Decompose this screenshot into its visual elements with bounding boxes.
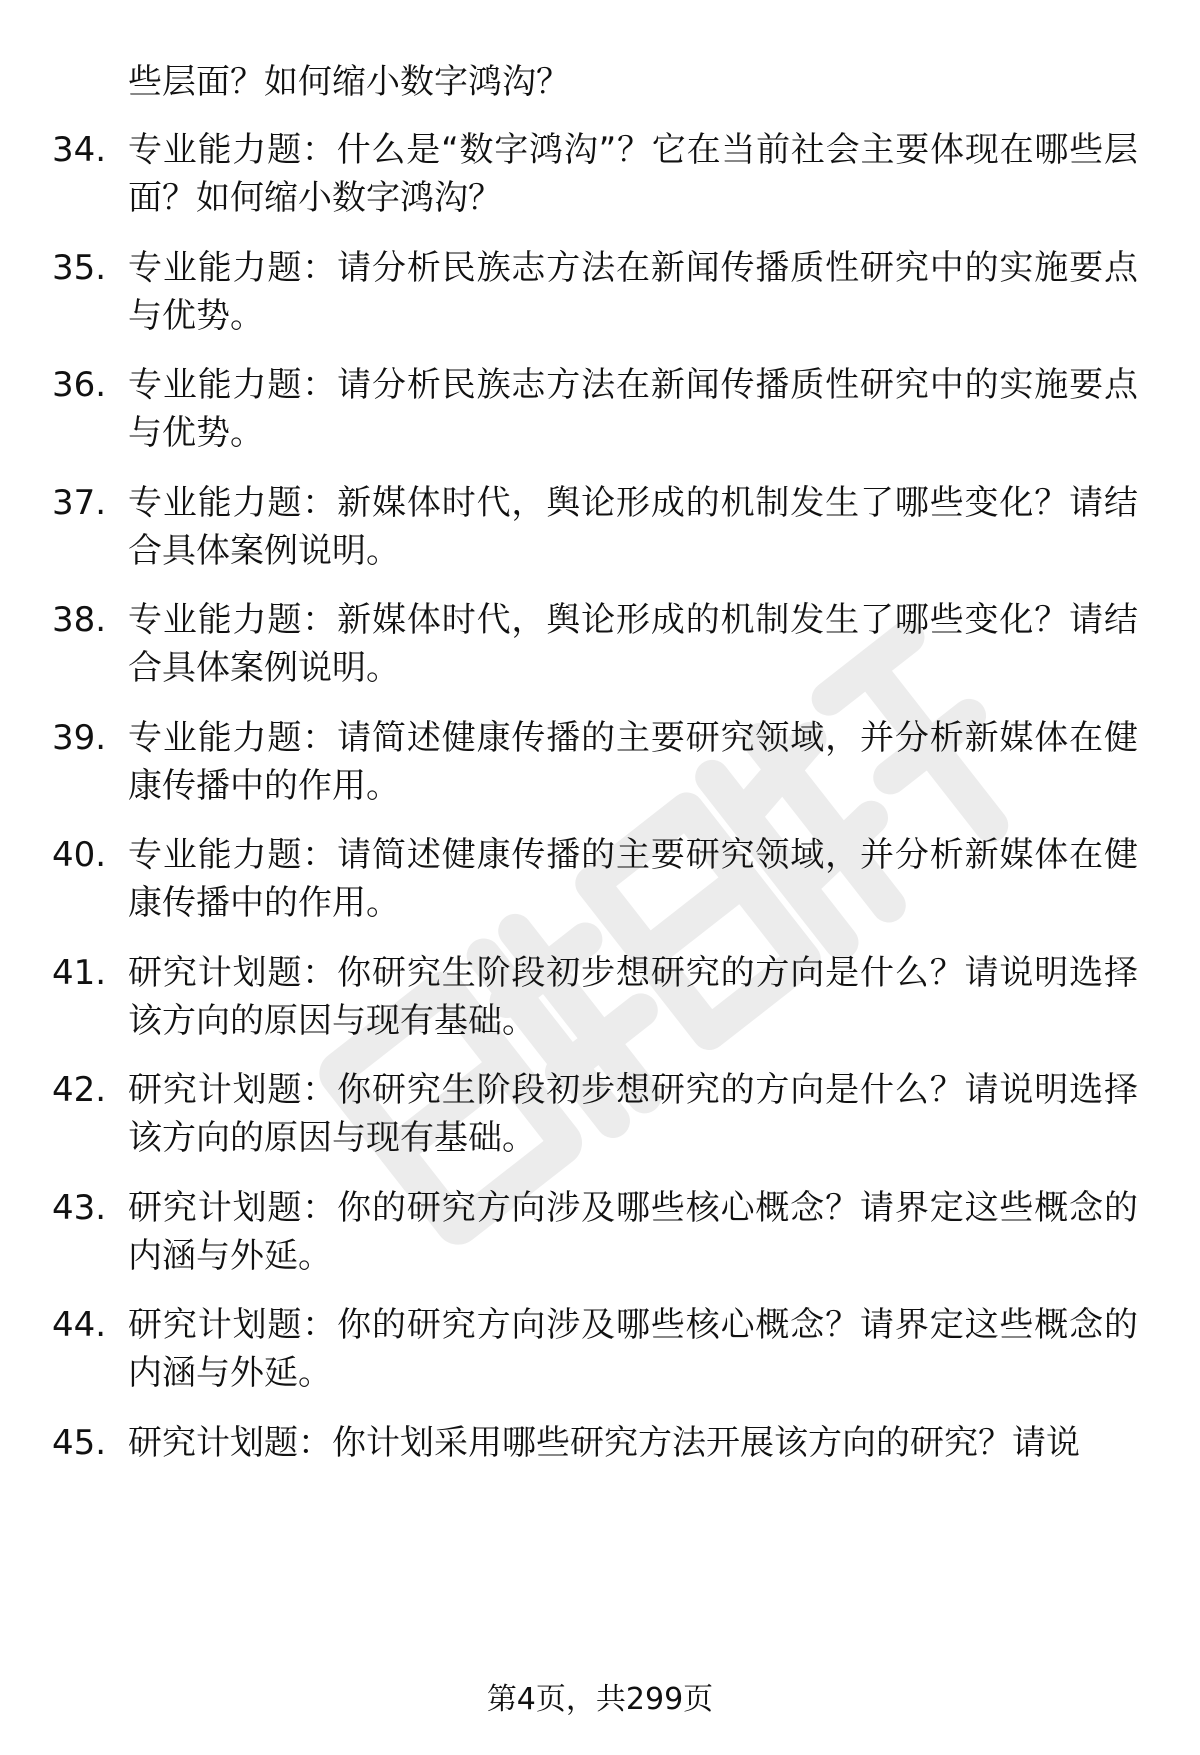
list-item [0, 1184, 1200, 1294]
question-text: 专业能力题：请简述健康传播的主要研究领域，并分析新媒体在健康传播中的作用。 [128, 717, 1138, 806]
list-item [0, 949, 1200, 1059]
question-number: 43. [52, 1187, 107, 1228]
list-item [0, 1066, 1200, 1176]
question-number: 45. [52, 1422, 107, 1463]
question-number: 38. [52, 600, 107, 640]
question-text: 专业能力题：新媒体时代，舆论形成的机制发生了哪些变化？请结合具体案例说明。 [128, 600, 1138, 688]
continuation-text: 些层面？如何缩小数字鸿沟？ [128, 62, 570, 102]
list-item [0, 1301, 1200, 1411]
list-item [0, 126, 1200, 236]
question-text: 研究计划题：你的研究方向涉及哪些核心概念？请界定这些概念的内涵与外延。 [128, 1305, 1138, 1393]
question-text: 专业能力题：请简述健康传播的主要研究领域，并分析新媒体在健康传播中的作用。 [128, 835, 1138, 923]
question-number: 39. [52, 717, 107, 758]
question-number: 36. [52, 365, 107, 405]
question-number: 35. [52, 247, 107, 288]
list-item [0, 1419, 1200, 1529]
question-number: 34. [52, 130, 107, 170]
list-item [0, 831, 1200, 941]
question-number: 42. [52, 1070, 107, 1110]
question-text: 专业能力题：请分析民族志方法在新闻传播质性研究中的实施要点与优势。 [128, 365, 1138, 453]
question-text: 研究计划题：你的研究方向涉及哪些核心概念？请界定这些概念的内涵与外延。 [128, 1187, 1138, 1276]
list-item [0, 596, 1200, 706]
question-number: 44. [52, 1305, 107, 1345]
question-text: 专业能力题：什么是“数字鸿沟”？它在当前社会主要体现在哪些层面？如何缩小数字鸿沟？ [128, 130, 1138, 218]
question-text: 专业能力题：请分析民族志方法在新闻传播质性研究中的实施要点与优势。 [128, 247, 1138, 336]
question-number: 37. [52, 482, 107, 523]
list-item [0, 479, 1200, 589]
list-item [0, 714, 1200, 824]
question-number: 41. [52, 952, 107, 993]
question-text: 专业能力题：新媒体时代，舆论形成的机制发生了哪些变化？请结合具体案例说明。 [128, 482, 1138, 571]
question-text: 研究计划题：你研究生阶段初步想研究的方向是什么？请说明选择该方向的原因与现有基础。 [128, 1070, 1138, 1158]
page-number-footer: 第4页，共299页 [486, 1682, 714, 1717]
question-text: 研究计划题：你计划采用哪些研究方法开展该方向的研究？请说 [128, 1422, 1080, 1463]
list-item [0, 244, 1200, 354]
question-text: 研究计划题：你研究生阶段初步想研究的方向是什么？请说明选择该方向的原因与现有基础。 [128, 952, 1138, 1041]
list-item [0, 361, 1200, 471]
question-number: 40. [52, 835, 107, 875]
